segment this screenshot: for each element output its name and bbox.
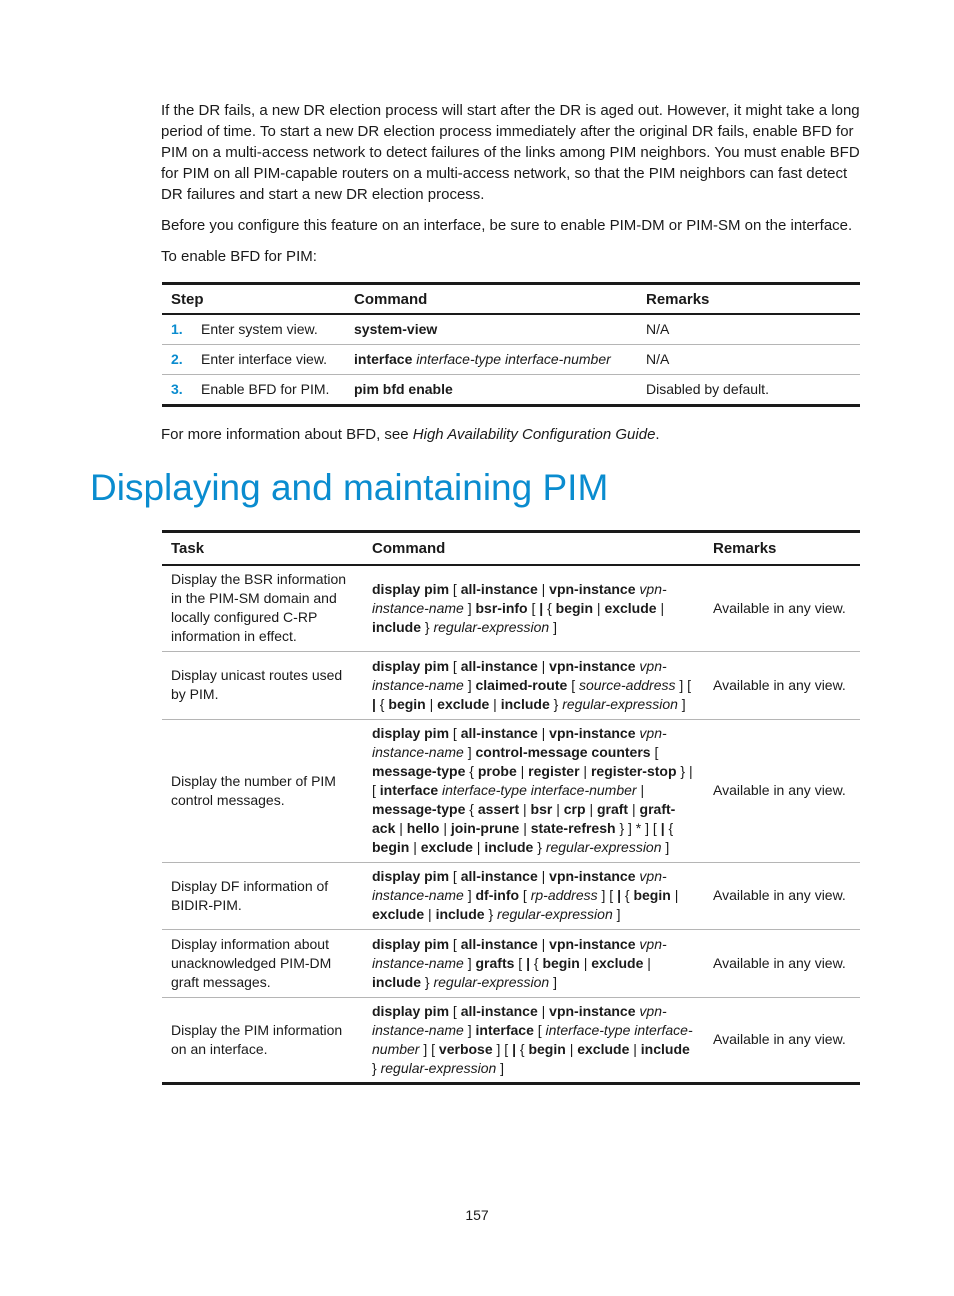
- command-cell: [345, 314, 637, 345]
- remarks-cell: Available in any view.: [704, 862, 860, 929]
- table-row: [162, 929, 860, 997]
- remarks-cell: Available in any view.: [704, 565, 860, 651]
- command-cell: display pim [ all-instance | vpn-instance vpn-instance-name ] interface [ interface-type interface-number ] [ verbose ] [ | { begin | exclude | include } regular-expression ]: [372, 1002, 693, 1076]
- command-cell: display pim [ all-instance | vpn-instance vpn-instance-name ] grafts [ | { begin | exclude | include } regular-expression ]: [363, 929, 704, 997]
- section-heading: Displaying and maintaining PIM: [90, 467, 609, 508]
- table-header-row: [162, 284, 860, 315]
- task-cell: Display the PIM information on an interface.: [171, 1021, 343, 1057]
- step-cell: [162, 345, 345, 375]
- command-cell: display pim [ all-instance | vpn-instance vpn-instance-name ] control-message counters [ message-type { probe | register | register-stop } | [ interface interface-type interface-number | message-type { assert | bsr | crp | graft | graft-ack | hello | join-prune | state-refresh } ] * ] [ | { begin | exclude | include } regular-expression ]: [363, 719, 704, 862]
- table-row: [162, 375, 860, 406]
- header-command: Command: [345, 284, 637, 315]
- step-text: Enter system view.: [201, 321, 318, 337]
- command-cell: pim bfd enable: [354, 381, 453, 397]
- table-row: [162, 997, 860, 1083]
- command-cell: display pim [ all-instance | vpn-instance vpn-instance-name ] claimed-route [ source-address ] [ | { begin | exclude | include } regular-expression ]: [363, 651, 704, 719]
- task-cell: Display DF information of BIDIR-PIM.: [162, 862, 363, 929]
- remarks-cell: N/A: [637, 314, 860, 345]
- header-task: Task: [162, 532, 363, 566]
- command-cell: display pim [ all-instance | vpn-instance vpn-instance-name ] bsr-info [ | { begin | exclude | include } regular-expression ]: [363, 565, 704, 651]
- command-cell: display pim [ all-instance | vpn-instance vpn-instance-name ] df-info [ rp-address ] [ | { begin | exclude | include } regular-expression ]: [363, 862, 704, 929]
- more-info-prefix: For more information about BFD, see: [161, 426, 413, 443]
- table-row: [162, 565, 860, 651]
- remarks-cell: Disabled by default.: [646, 381, 769, 397]
- step-cell: [162, 375, 345, 406]
- intro-paragraph-1: If the DR fails, a new DR election process will start after the DR is aged out. However, it might take a long period of time. To start a new DR election process immediately after the original DR fails, enable BFD for PIM on a multi-access network to detect failures of the links among PIM neighbors. You must enable BFD for PIM on all PIM-capable routers on a multi-access network, so that the PIM neighbors can fast detect DR failures and start a new DR election process.: [161, 102, 860, 203]
- command-cell: interface interface-type interface-number: [345, 345, 637, 375]
- table-header-row: [162, 532, 860, 566]
- more-info-paragraph: [161, 424, 865, 445]
- more-info-suffix: .: [655, 426, 660, 443]
- table-row: [162, 719, 860, 862]
- table-row: [162, 314, 860, 345]
- step-text: Enter interface view.: [201, 351, 328, 367]
- remarks-cell: N/A: [637, 345, 860, 375]
- step-number: 3.: [171, 381, 183, 397]
- header-step: Step: [162, 284, 345, 315]
- step-cell: [162, 314, 345, 345]
- table-row: [162, 651, 860, 719]
- bfd-config-table: [162, 282, 860, 407]
- remarks-cell: Available in any view.: [704, 719, 860, 862]
- table-row: [162, 345, 860, 375]
- remarks-cell: Available in any view.: [713, 1031, 846, 1047]
- guide-reference: High Availability Configuration Guide: [412, 426, 656, 443]
- step-number: 1.: [171, 321, 183, 337]
- step-number: 2.: [171, 351, 183, 367]
- command-text: system-view: [354, 321, 438, 337]
- task-cell: Display the number of PIM control messages.: [162, 719, 363, 862]
- remarks-cell: Available in any view.: [704, 929, 860, 997]
- intro-paragraph-2: Before you configure this feature on an interface, be sure to enable PIM-DM or PIM-SM on the interface.: [161, 217, 853, 234]
- header-remarks: Remarks: [637, 284, 860, 315]
- display-commands-table: [162, 530, 860, 1085]
- header-command: Command: [363, 532, 704, 566]
- header-remarks: Remarks: [704, 532, 860, 566]
- page-number: 157: [465, 1207, 489, 1223]
- intro-paragraph-3: To enable BFD for PIM:: [161, 248, 317, 265]
- step-text: Enable BFD for PIM.: [201, 381, 330, 397]
- table-row: [162, 862, 860, 929]
- remarks-cell: Available in any view.: [704, 651, 860, 719]
- task-cell: Display unicast routes used by PIM.: [162, 651, 363, 719]
- task-cell: Display information about unacknowledged PIM-DM graft messages.: [162, 929, 363, 997]
- task-cell: Display the BSR information in the PIM-SM domain and locally configured C-RP information in effect.: [162, 565, 363, 651]
